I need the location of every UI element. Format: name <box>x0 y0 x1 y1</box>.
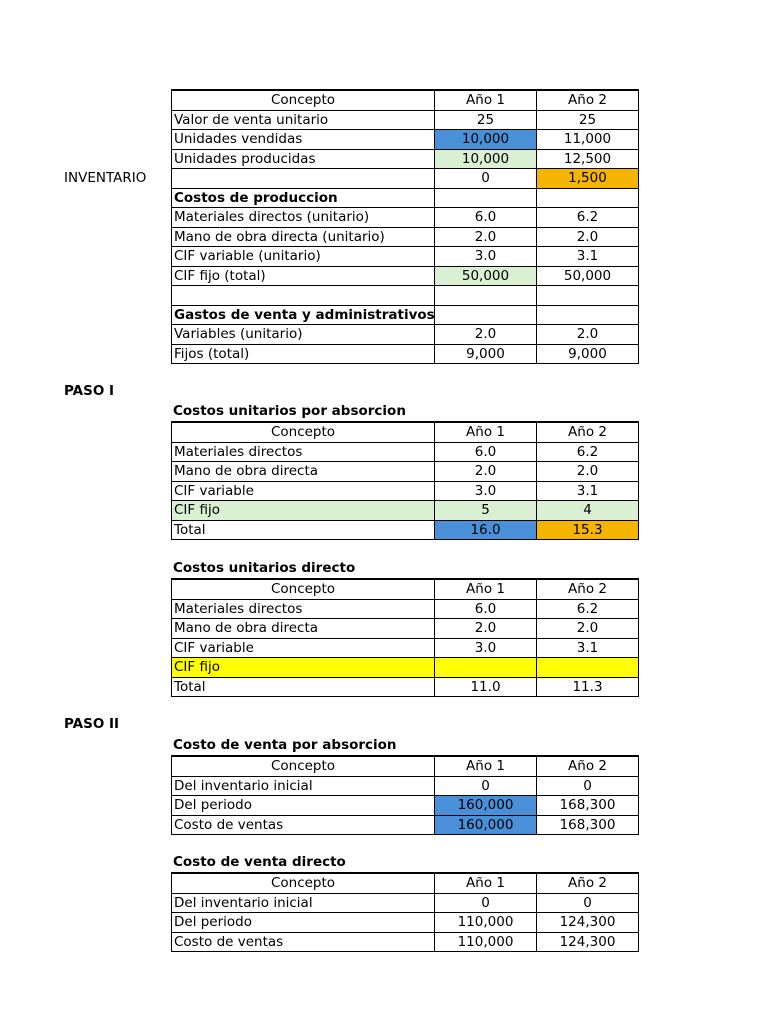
row-label[interactable]: Materiales directos (unitario) <box>172 208 435 228</box>
table-row <box>172 658 639 678</box>
table-row <box>172 325 639 345</box>
row-label[interactable]: Del inventario inicial <box>172 776 435 796</box>
venta-directo-title: Costo de venta directo <box>173 854 346 870</box>
cell-anio-2[interactable]: 15.3 <box>537 520 639 540</box>
table-row <box>172 932 639 952</box>
cell-anio-1[interactable]: 6.0 <box>435 442 537 462</box>
cell-anio-2[interactable]: 25 <box>537 110 639 130</box>
cell-anio-1[interactable]: 6.0 <box>435 208 537 228</box>
row-label[interactable]: Del inventario inicial <box>172 893 435 913</box>
cell-anio-1[interactable]: 2.0 <box>435 619 537 639</box>
cell-anio-1[interactable]: 5 <box>435 501 537 521</box>
cell-anio-2[interactable]: 9,000 <box>537 344 639 364</box>
cell-anio-1[interactable]: 9,000 <box>435 344 537 364</box>
directo-title: Costos unitarios directo <box>173 560 356 576</box>
cell-anio-1[interactable] <box>435 188 537 208</box>
cell-anio-2[interactable]: 50,000 <box>537 266 639 286</box>
absorcion-title: Costos unitarios por absorcion <box>173 403 406 419</box>
cell-anio-1[interactable]: 16.0 <box>435 520 537 540</box>
cell-anio-1[interactable]: 10,000 <box>435 149 537 169</box>
header-concepto[interactable]: Concepto <box>172 579 435 599</box>
cell-anio-1[interactable]: 0 <box>435 776 537 796</box>
table-header-row <box>172 579 639 599</box>
table-row <box>172 796 639 816</box>
cell-anio-2[interactable]: 12,500 <box>537 149 639 169</box>
venta-directo-table <box>171 872 639 952</box>
row-label[interactable]: Mano de obra directa (unitario) <box>172 227 435 247</box>
cell-anio-2[interactable]: 0 <box>537 776 639 796</box>
cell-anio-2[interactable]: 168,300 <box>537 815 639 835</box>
row-label[interactable]: Unidades producidas <box>172 149 435 169</box>
cell-anio-2[interactable]: 2.0 <box>537 462 639 482</box>
table-row <box>172 638 639 658</box>
cell-anio-1[interactable]: 160,000 <box>435 815 537 835</box>
header-concepto[interactable]: Concepto <box>172 873 435 893</box>
header-anio-1[interactable]: Año 1 <box>435 422 537 442</box>
table-row <box>172 462 639 482</box>
row-label[interactable]: Del periodo <box>172 913 435 933</box>
inventario-label: INVENTARIO <box>64 170 147 186</box>
table-row <box>172 169 639 189</box>
table-row <box>172 619 639 639</box>
row-label[interactable]: Materiales directos <box>172 599 435 619</box>
cell-anio-1[interactable]: 0 <box>435 893 537 913</box>
table-header-row <box>172 90 639 110</box>
table-row <box>172 286 639 306</box>
header-anio-2[interactable]: Año 2 <box>537 90 639 110</box>
header-anio-2[interactable]: Año 2 <box>537 422 639 442</box>
row-label[interactable]: CIF fijo <box>172 501 435 521</box>
table-row <box>172 149 639 169</box>
cell-anio-2[interactable]: 4 <box>537 501 639 521</box>
row-label[interactable]: CIF variable <box>172 481 435 501</box>
table-row <box>172 677 639 697</box>
cell-anio-1[interactable]: 110,000 <box>435 913 537 933</box>
cell-anio-2[interactable]: 6.2 <box>537 599 639 619</box>
cell-anio-2[interactable]: 124,300 <box>537 932 639 952</box>
table-row <box>172 520 639 540</box>
table-row <box>172 247 639 267</box>
table-row <box>172 893 639 913</box>
row-label[interactable]: CIF variable (unitario) <box>172 247 435 267</box>
row-label[interactable] <box>172 286 435 306</box>
cell-anio-2[interactable]: 3.1 <box>537 247 639 267</box>
row-label[interactable]: Valor de venta unitario <box>172 110 435 130</box>
cell-anio-2[interactable]: 2.0 <box>537 325 639 345</box>
cell-anio-1[interactable]: 50,000 <box>435 266 537 286</box>
cell-anio-2[interactable] <box>537 188 639 208</box>
header-anio-2[interactable]: Año 2 <box>537 873 639 893</box>
table-row <box>172 188 639 208</box>
cell-anio-2[interactable] <box>537 305 639 325</box>
header-concepto[interactable]: Concepto <box>172 422 435 442</box>
cell-anio-1[interactable]: 2.0 <box>435 325 537 345</box>
row-label[interactable]: Fijos (total) <box>172 344 435 364</box>
header-anio-1[interactable]: Año 1 <box>435 756 537 776</box>
table-row <box>172 110 639 130</box>
cell-anio-1[interactable]: 6.0 <box>435 599 537 619</box>
row-label[interactable]: Total <box>172 677 435 697</box>
cell-anio-1[interactable]: 0 <box>435 169 537 189</box>
row-label[interactable]: CIF variable <box>172 638 435 658</box>
cell-anio-1[interactable]: 10,000 <box>435 130 537 150</box>
datos-table <box>171 89 639 364</box>
cell-anio-1[interactable]: 11.0 <box>435 677 537 697</box>
directo-table <box>171 578 639 697</box>
cell-anio-2[interactable]: 124,300 <box>537 913 639 933</box>
cell-anio-2[interactable]: 0 <box>537 893 639 913</box>
section-label[interactable]: Gastos de venta y administrativos <box>172 305 435 325</box>
row-label[interactable]: Unidades vendidas <box>172 130 435 150</box>
table-row <box>172 208 639 228</box>
row-label[interactable]: Mano de obra directa <box>172 619 435 639</box>
table-row <box>172 305 639 325</box>
absorcion-table <box>171 421 639 540</box>
venta-absorcion-table <box>171 755 639 835</box>
cell-anio-2[interactable]: 2.0 <box>537 619 639 639</box>
cell-anio-2[interactable] <box>537 658 639 678</box>
cell-anio-1[interactable]: 3.0 <box>435 481 537 501</box>
table-row <box>172 913 639 933</box>
header-anio-1[interactable]: Año 1 <box>435 579 537 599</box>
row-label[interactable]: Del periodo <box>172 796 435 816</box>
venta-absorcion-title: Costo de venta por absorcion <box>173 737 397 753</box>
table-header-row <box>172 756 639 776</box>
cell-anio-1[interactable]: 3.0 <box>435 638 537 658</box>
cell-anio-1[interactable]: 2.0 <box>435 227 537 247</box>
table-row <box>172 776 639 796</box>
table-header-row <box>172 873 639 893</box>
cell-anio-1[interactable]: 3.0 <box>435 247 537 267</box>
row-label[interactable]: Costo de ventas <box>172 932 435 952</box>
cell-anio-1[interactable]: 25 <box>435 110 537 130</box>
header-concepto[interactable]: Concepto <box>172 756 435 776</box>
table-row <box>172 130 639 150</box>
row-label[interactable]: Costo de ventas <box>172 815 435 835</box>
row-label[interactable] <box>172 169 435 189</box>
paso-1-label: PASO I <box>64 383 115 399</box>
table-header-row <box>172 422 639 442</box>
header-anio-2[interactable]: Año 2 <box>537 756 639 776</box>
cell-anio-2[interactable] <box>537 286 639 306</box>
row-label[interactable]: Variables (unitario) <box>172 325 435 345</box>
cell-anio-1[interactable]: 160,000 <box>435 796 537 816</box>
table-row <box>172 481 639 501</box>
row-label[interactable]: Materiales directos <box>172 442 435 462</box>
row-label[interactable]: Mano de obra directa <box>172 462 435 482</box>
cell-anio-2[interactable]: 3.1 <box>537 638 639 658</box>
table-row <box>172 599 639 619</box>
header-anio-1[interactable]: Año 1 <box>435 873 537 893</box>
cell-anio-1[interactable] <box>435 305 537 325</box>
paso-2-label: PASO II <box>64 716 120 732</box>
cell-anio-1[interactable] <box>435 286 537 306</box>
row-label[interactable]: CIF fijo (total) <box>172 266 435 286</box>
cell-anio-2[interactable]: 1,500 <box>537 169 639 189</box>
table-row <box>172 815 639 835</box>
header-anio-2[interactable]: Año 2 <box>537 579 639 599</box>
cell-anio-2[interactable]: 6.2 <box>537 208 639 228</box>
row-label[interactable]: Total <box>172 520 435 540</box>
table-row <box>172 266 639 286</box>
table-row <box>172 227 639 247</box>
cell-anio-1[interactable]: 110,000 <box>435 932 537 952</box>
cell-anio-2[interactable]: 2.0 <box>537 227 639 247</box>
cell-anio-2[interactable]: 6.2 <box>537 442 639 462</box>
cell-anio-1[interactable] <box>435 658 537 678</box>
header-concepto[interactable]: Concepto <box>172 90 435 110</box>
table-row <box>172 442 639 462</box>
cell-anio-1[interactable]: 2.0 <box>435 462 537 482</box>
section-label[interactable]: Costos de produccion <box>172 188 435 208</box>
row-label[interactable]: CIF fijo <box>172 658 435 678</box>
table-row <box>172 501 639 521</box>
cell-anio-2[interactable]: 11,000 <box>537 130 639 150</box>
table-row <box>172 344 639 364</box>
cell-anio-2[interactable]: 3.1 <box>537 481 639 501</box>
cell-anio-2[interactable]: 11.3 <box>537 677 639 697</box>
header-anio-1[interactable]: Año 1 <box>435 90 537 110</box>
cell-anio-2[interactable]: 168,300 <box>537 796 639 816</box>
